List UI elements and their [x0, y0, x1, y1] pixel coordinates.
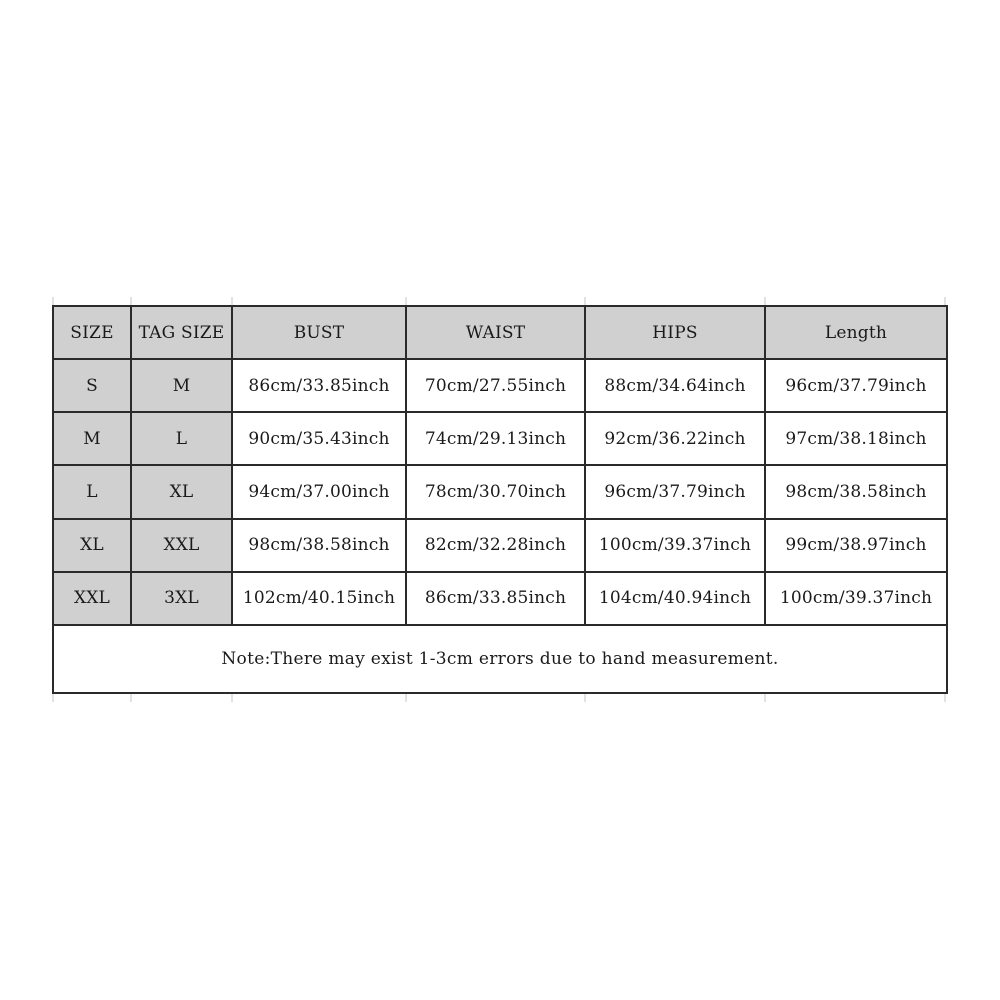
- bust-cell: 94cm/37.00inch: [232, 465, 406, 518]
- hips-cell: 92cm/36.22inch: [585, 412, 765, 465]
- tag-size-cell: XXL: [131, 519, 232, 572]
- bust-cell: 98cm/38.58inch: [232, 519, 406, 572]
- bust-cell: 90cm/35.43inch: [232, 412, 406, 465]
- waist-cell: 82cm/32.28inch: [406, 519, 585, 572]
- length-cell: 99cm/38.97inch: [765, 519, 947, 572]
- header-bust: BUST: [232, 306, 406, 359]
- measurement-note: Note:There may exist 1-3cm errors due to hand measurement.: [53, 625, 947, 693]
- header-length: Length: [765, 306, 947, 359]
- column-guide-mark: [944, 694, 946, 702]
- column-guide-mark: [584, 297, 586, 305]
- table-row: [53, 465, 947, 518]
- waist-cell: 70cm/27.55inch: [406, 359, 585, 412]
- size-cell: L: [53, 465, 131, 518]
- note-row: [53, 625, 947, 693]
- size-cell: XL: [53, 519, 131, 572]
- bust-cell: 86cm/33.85inch: [232, 359, 406, 412]
- hips-cell: 88cm/34.64inch: [585, 359, 765, 412]
- size-cell: S: [53, 359, 131, 412]
- tag-size-cell: XL: [131, 465, 232, 518]
- table-row: [53, 359, 947, 412]
- length-cell: 100cm/39.37inch: [765, 572, 947, 625]
- table-row: [53, 412, 947, 465]
- column-guide-mark: [231, 297, 233, 305]
- length-cell: 96cm/37.79inch: [765, 359, 947, 412]
- header-tag-size: TAG SIZE: [131, 306, 232, 359]
- column-guide-mark: [405, 694, 407, 702]
- tag-size-cell: M: [131, 359, 232, 412]
- size-chart-table: [52, 305, 948, 694]
- hips-cell: 100cm/39.37inch: [585, 519, 765, 572]
- column-guide-mark: [405, 297, 407, 305]
- waist-cell: 74cm/29.13inch: [406, 412, 585, 465]
- bust-cell: 102cm/40.15inch: [232, 572, 406, 625]
- column-guide-mark: [764, 694, 766, 702]
- hips-cell: 104cm/40.94inch: [585, 572, 765, 625]
- length-cell: 97cm/38.18inch: [765, 412, 947, 465]
- column-guide-mark: [52, 694, 54, 702]
- table-row: [53, 519, 947, 572]
- waist-cell: 86cm/33.85inch: [406, 572, 585, 625]
- column-guide-mark: [130, 297, 132, 305]
- column-guide-mark: [130, 694, 132, 702]
- header-size: SIZE: [53, 306, 131, 359]
- tag-size-cell: L: [131, 412, 232, 465]
- column-guide-mark: [52, 297, 54, 305]
- hips-cell: 96cm/37.79inch: [585, 465, 765, 518]
- header-waist: WAIST: [406, 306, 585, 359]
- table-header-row: [53, 306, 947, 359]
- size-cell: M: [53, 412, 131, 465]
- column-guide-mark: [231, 694, 233, 702]
- table-row: [53, 572, 947, 625]
- length-cell: 98cm/38.58inch: [765, 465, 947, 518]
- size-cell: XXL: [53, 572, 131, 625]
- waist-cell: 78cm/30.70inch: [406, 465, 585, 518]
- column-guide-mark: [944, 297, 946, 305]
- tag-size-cell: 3XL: [131, 572, 232, 625]
- header-hips: HIPS: [585, 306, 765, 359]
- column-guide-mark: [584, 694, 586, 702]
- column-guide-mark: [764, 297, 766, 305]
